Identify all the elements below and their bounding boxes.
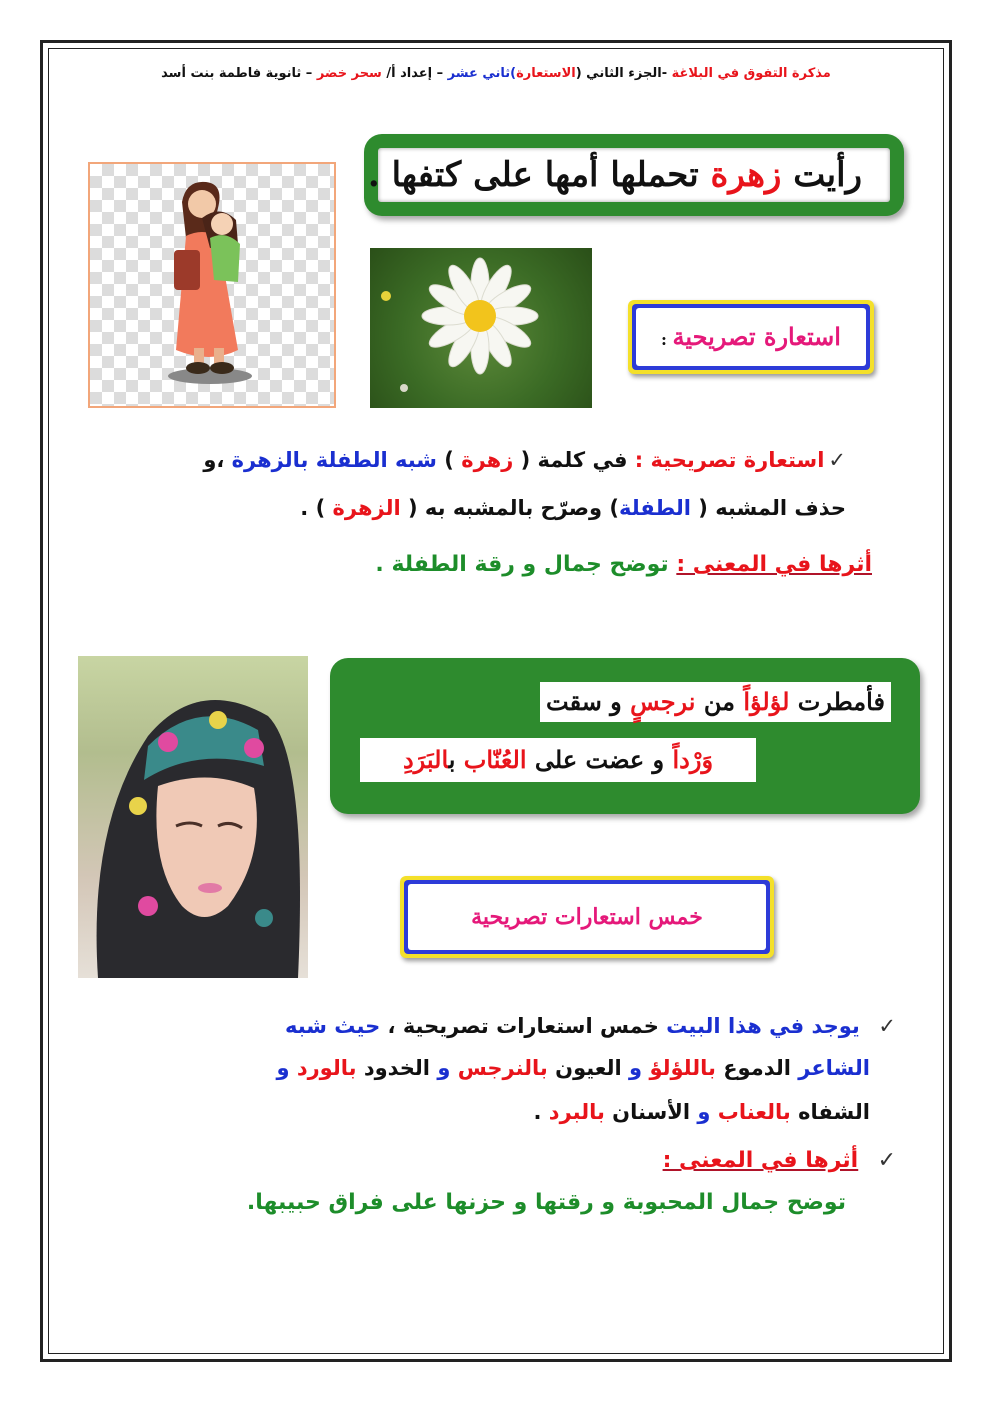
verse-word-highlight: نرجسٍ <box>630 687 696 716</box>
sentence-word-highlight: زهرة <box>710 155 782 195</box>
example-sentence-1 <box>367 148 890 202</box>
explanation-highlight: الطفلة <box>619 496 691 520</box>
badge-border <box>632 304 870 370</box>
verse-word: فأمطرت <box>789 687 885 716</box>
verse-word: و عضت على <box>526 745 673 774</box>
poem-verse-line-2 <box>360 738 756 782</box>
explanation-text: و <box>430 1056 458 1080</box>
verse-word-highlight: لؤلؤاً <box>743 687 790 716</box>
header-part: )ثاني عشر <box>447 66 517 81</box>
example-sentence-box-1 <box>364 134 904 216</box>
explanation-text: . <box>533 1100 549 1124</box>
checkmark-icon: ✓ <box>878 1014 896 1038</box>
term-highlight: الزهرة <box>332 496 401 520</box>
explanation-highlight: الشاعر <box>798 1056 870 1080</box>
term-highlight: باللؤلؤ <box>649 1056 716 1080</box>
explanation-text: الدموع <box>715 1056 799 1080</box>
explanation-1-line-2 <box>300 496 846 520</box>
badge-content <box>636 308 866 366</box>
explanation-text: و <box>276 1056 297 1080</box>
badge-content <box>408 884 766 950</box>
sentence-word: تحملها أمها على كتفها . <box>367 155 711 195</box>
explanation-highlight: شبه الطفلة بالزهرة <box>231 448 437 472</box>
effect-text: توضح جمال و رقة الطفلة . <box>375 552 677 577</box>
checkmark-icon: ✓ <box>828 448 846 472</box>
explanation-text: ،و <box>203 448 232 472</box>
explanation-text: حذف المشبه ( <box>690 496 846 520</box>
term-highlight: بالورد <box>296 1056 357 1080</box>
badge-label: خمس استعارات تصريحية <box>471 904 703 930</box>
explanation-text: الشفاه <box>790 1100 870 1124</box>
page-header <box>60 66 932 81</box>
header-part: الاستعارة <box>516 66 576 81</box>
explanation-text: خمس استعارات تصريحية ، <box>380 1014 667 1038</box>
metaphor-type-badge <box>628 300 874 374</box>
explanation-2-line-2 <box>276 1056 870 1080</box>
term-highlight: زهرة <box>461 448 514 472</box>
header-part: – ثانوية فاطمة بنت أسد <box>161 66 317 81</box>
mother-child-illustration <box>88 162 336 408</box>
term-highlight: استعارة تصريحية : <box>634 448 825 472</box>
explanation-text: العيون <box>547 1056 622 1080</box>
explanation-1-effect <box>375 552 872 577</box>
term-highlight: بالنرجس <box>457 1056 548 1080</box>
effect-heading: أثرها في المعنى : <box>662 1148 859 1173</box>
badge-border <box>404 880 770 954</box>
five-metaphors-badge <box>400 876 774 958</box>
effect-text: توضح جمال المحبوبة و رقتها و حزنها على فراق حبيبها. <box>246 1190 846 1215</box>
verse-word-highlight: البَرَدِ <box>402 745 449 774</box>
daisy-icon <box>370 248 592 408</box>
explanation-text: ) <box>436 448 462 472</box>
explanation-1-line-1 <box>203 448 846 472</box>
verse-word: و سقت <box>546 687 631 716</box>
sentence-word: رأيت <box>781 155 862 195</box>
checkmark-icon: ✓ <box>877 1148 896 1173</box>
explanation-highlight: حيث شبه <box>285 1014 381 1038</box>
explanation-2-effect-heading <box>663 1148 896 1173</box>
poem-verse-line-1 <box>540 682 891 722</box>
woman-hijab-photo <box>78 656 308 978</box>
explanation-text: في كلمة ( <box>513 448 635 472</box>
verse-word: ب <box>448 745 464 774</box>
mother-child-icon <box>90 164 334 406</box>
badge-suffix: : <box>661 330 673 349</box>
woman-portrait-icon <box>78 656 308 978</box>
explanation-highlight: يوجد في هذا البيت <box>666 1014 860 1038</box>
explanation-text: ) وصرّح بالمشبه به ( <box>400 496 619 520</box>
header-part: – إعداد أ/ <box>381 66 448 81</box>
term-highlight: بالعناب <box>717 1100 791 1124</box>
explanation-text: و <box>690 1100 718 1124</box>
explanation-text: الأسنان <box>604 1100 691 1124</box>
header-part: مذكرة التفوق في البلاغة <box>671 66 831 81</box>
explanation-2-effect-text <box>247 1190 846 1215</box>
explanation-text: ) . <box>300 496 333 520</box>
header-part: -الجزء الثاني ( <box>575 66 672 81</box>
effect-heading: أثرها في المعنى : <box>676 552 872 577</box>
explanation-2-line-1 <box>285 1014 896 1038</box>
term-highlight: بالبرد <box>548 1100 605 1124</box>
poem-verse-box <box>330 658 920 814</box>
header-author: سحر خضر <box>316 66 382 81</box>
verse-word-highlight: وَرْداً <box>672 745 714 774</box>
badge-label: استعارة تصريحية <box>672 322 841 351</box>
verse-word: من <box>695 687 744 716</box>
daisy-flower-photo <box>370 248 592 408</box>
explanation-text: و <box>621 1056 650 1080</box>
explanation-2-line-3 <box>534 1100 871 1124</box>
verse-word-highlight: العُنّاب <box>463 745 527 774</box>
explanation-text: الخدود <box>356 1056 431 1080</box>
